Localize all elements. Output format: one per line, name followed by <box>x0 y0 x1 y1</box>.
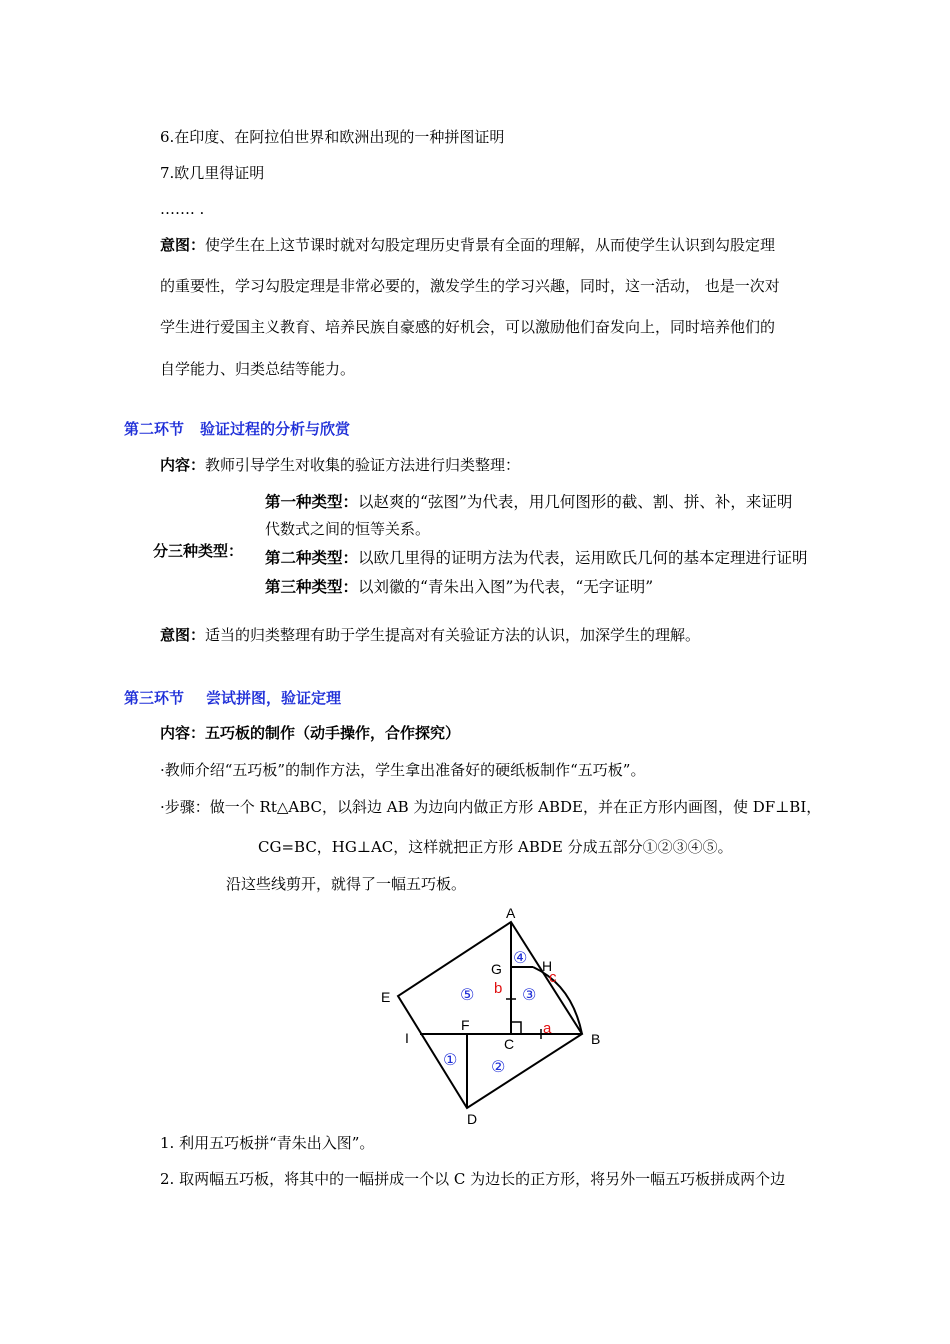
point-f-label: F <box>461 1017 470 1033</box>
region-2-label: ② <box>491 1059 506 1076</box>
bullet-item: ·教师介绍“五巧板”的制作方法，学生拿出准备好的硬纸板制作“五巧板”。 <box>160 761 646 779</box>
right-angle-mark <box>511 1022 521 1034</box>
type-3-label: 第三种类型： <box>265 578 359 596</box>
type-3 <box>265 577 653 597</box>
list-item-7: 7.欧几里得证明 <box>160 164 265 182</box>
side-a-label: a <box>543 1020 552 1037</box>
intent-line <box>160 625 700 645</box>
cut-text: 沿这些线剪开，就得了一幅五巧板。 <box>226 875 467 893</box>
ellipsis: ……. . <box>160 200 205 218</box>
intent-paragraph-line: 的重要性，学习勾股定理是非常必要的，激发学生的学习兴趣，同时，这一活动， 也是一次对 <box>160 277 780 295</box>
type-2-text: 以欧几里得的证明方法为代表，运用欧氏几何的基本定理进行证明 <box>358 549 808 567</box>
step-item: 2. 取两幅五巧板，将其中的一幅拼成一个以 C 为边长的正方形，将另外一幅五巧板拼成两个边 <box>160 1170 786 1188</box>
tangram-figure <box>370 900 610 1135</box>
side-c-label: c <box>549 969 557 986</box>
types-label: 分三种类型： <box>153 542 244 560</box>
step-item: 1. 利用五巧板拼“青朱出入图”。 <box>160 1134 375 1152</box>
intent-text: 适当的归类整理有助于学生提高对有关验证方法的认识，加深学生的理解。 <box>205 626 701 644</box>
content-text: 教师引导学生对收集的验证方法进行归类整理： <box>205 456 521 474</box>
section-title: 验证过程的分析与欣赏 <box>200 420 351 438</box>
bullet-continuation: CG=BC，HG⊥AC，这样就把正方形 ABDE 分成五部分①②③④⑤。 <box>258 838 733 856</box>
content-line: 内容：五巧板的制作（动手操作，合作探究） <box>160 724 461 742</box>
square-abde <box>398 922 582 1108</box>
intent-label: 意图： <box>160 626 206 644</box>
intent-paragraph-line: 学生进行爱国主义教育、培养民族自豪感的好机会，可以激励他们奋发向上，同时培养他们的 <box>160 318 776 336</box>
region-5-label: ⑤ <box>460 987 475 1004</box>
region-1-label: ① <box>443 1052 458 1069</box>
region-4-label: ④ <box>513 950 528 967</box>
type-1-label: 第一种类型： <box>265 493 359 511</box>
type-2 <box>265 548 808 568</box>
section-heading <box>124 419 350 439</box>
point-b-label: B <box>591 1031 601 1047</box>
type-1-text: 以赵爽的“弦图”为代表，用几何图形的截、割、拼、补，来证明 <box>358 493 793 511</box>
section-heading <box>124 688 341 708</box>
section-number: 第二环节 <box>124 420 185 438</box>
section-number: 第三环节 <box>124 689 185 707</box>
point-c-label: C <box>504 1036 515 1052</box>
type-1 <box>265 492 792 512</box>
side-b-label: b <box>494 980 503 997</box>
region-3-label: ③ <box>522 987 537 1004</box>
content-line <box>160 455 520 475</box>
type-2-label: 第二种类型： <box>265 549 359 567</box>
intent-paragraph-line: 自学能力、归类总结等能力。 <box>160 360 356 378</box>
point-h-label: H <box>542 958 553 974</box>
section-title: 尝试拼图，验证定理 <box>206 689 342 707</box>
point-g-label: G <box>491 961 502 977</box>
content-label: 内容： <box>160 456 206 474</box>
point-d-label: D <box>467 1111 478 1127</box>
point-a-label: A <box>506 905 516 921</box>
tangram-diagram <box>370 900 610 1135</box>
list-item-6: 6.在印度、在阿拉伯世界和欧洲出现的一种拼图证明 <box>160 128 505 146</box>
type-3-text: 以刘徽的“青朱出入图”为代表，“无字证明” <box>358 578 654 596</box>
intent-paragraph-line <box>160 235 775 255</box>
intent-label: 意图： <box>160 236 206 254</box>
point-i-label: I <box>405 1030 409 1046</box>
type-1-continuation: 代数式之间的恒等关系。 <box>265 520 431 538</box>
point-e-label: E <box>381 989 391 1005</box>
intent-text: 使学生在上这节课时就对勾股定理历史背景有全面的理解，从而使学生认识到勾股定理 <box>205 236 776 254</box>
bullet-item: ·步骤：做一个 Rt△ABC，以斜边 AB 为边向内做正方形 ABDE，并在正方形内画图，使 DF⊥BI， <box>160 798 822 816</box>
